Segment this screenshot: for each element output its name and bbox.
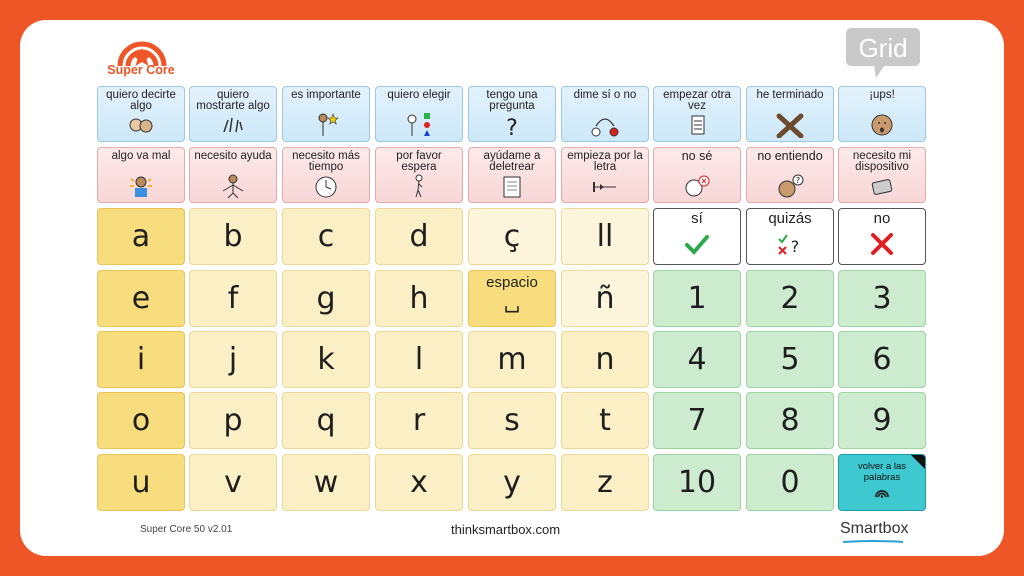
oops-face-icon	[867, 112, 897, 138]
cell-por-favor-espera[interactable]	[375, 147, 463, 203]
key-letter[interactable]: s	[468, 392, 556, 449]
key-letter[interactable]: p	[189, 392, 277, 449]
key-number[interactable]: 8	[746, 392, 834, 449]
key-letter[interactable]: w	[282, 454, 370, 511]
yes-no-dots-icon	[590, 112, 620, 138]
cell-quiero-decirte-algo[interactable]	[97, 86, 185, 142]
key-space-label: espacio	[486, 274, 538, 291]
key-letter[interactable]: t	[561, 392, 649, 449]
check-icon	[682, 230, 712, 258]
question-mark-icon	[497, 112, 527, 138]
key-number[interactable]: 9	[838, 392, 926, 449]
key-number[interactable]: 4	[653, 331, 741, 388]
key-letter[interactable]: b	[189, 208, 277, 265]
two-heads-icon	[126, 112, 156, 138]
key-number[interactable]: 10	[653, 454, 741, 511]
key-letter[interactable]: g	[282, 270, 370, 327]
key-letter[interactable]: q	[282, 392, 370, 449]
crossed-arms-icon	[775, 112, 805, 138]
cell-he-terminado[interactable]	[746, 86, 834, 142]
cell-label: dime sí o no	[573, 89, 637, 101]
show-hands-icon	[218, 112, 248, 138]
key-letter[interactable]: y	[468, 454, 556, 511]
key-number[interactable]: 6	[838, 331, 926, 388]
cell-es-importante[interactable]	[282, 86, 370, 142]
cell-quiero-elegir[interactable]	[375, 86, 463, 142]
cross-icon	[867, 230, 897, 258]
cell-empezar-otra-vez[interactable]	[653, 86, 741, 142]
key-letter[interactable]: r	[375, 392, 463, 449]
footer-version: Super Core 50 v2.01	[140, 524, 233, 535]
key-number[interactable]: 2	[746, 270, 834, 327]
key-letter[interactable]: o	[97, 392, 185, 449]
cell-quiero-mostrarte-algo[interactable]	[189, 86, 277, 142]
cell-label: es importante	[291, 89, 361, 101]
cell-label: necesito ayuda	[194, 150, 272, 162]
clock-icon	[311, 173, 341, 199]
confused-face-icon	[775, 173, 805, 199]
logo-text: Super Core	[107, 63, 175, 77]
key-letter[interactable]: m	[468, 331, 556, 388]
grid-badge-text: Grid	[858, 33, 908, 63]
cell-label: ayúdame a deletrear	[483, 150, 541, 173]
dont-know-face-icon	[682, 173, 712, 199]
cell-ups[interactable]	[838, 86, 926, 142]
space-bar-icon	[500, 302, 524, 316]
cell-empieza-por-la-letra[interactable]	[561, 147, 649, 203]
device-icon	[867, 173, 897, 199]
key-letter[interactable]: c	[282, 208, 370, 265]
cell-no-entiendo[interactable]	[746, 147, 834, 203]
key-number[interactable]: 3	[838, 270, 926, 327]
key-letter[interactable]: v	[189, 454, 277, 511]
key-letter[interactable]: d	[375, 208, 463, 265]
supercore-logo-icon	[871, 486, 893, 502]
help-person-icon	[218, 173, 248, 199]
cell-label: empezar otra vez	[663, 89, 731, 112]
restart-page-icon	[682, 112, 712, 138]
cell-label: necesito más tiempo	[292, 150, 360, 173]
key-quizas-label: quizás	[768, 210, 812, 227]
cell-label: necesito mi dispositivo	[852, 150, 912, 173]
cell-label: empieza por la letra	[567, 150, 643, 173]
cell-label: no entiendo	[757, 149, 823, 163]
key-number[interactable]: 1	[653, 270, 741, 327]
cell-label: no sé	[681, 149, 713, 163]
smartbox-underline-icon	[843, 540, 903, 543]
key-number[interactable]: 7	[653, 392, 741, 449]
key-space[interactable]	[468, 270, 556, 327]
spell-board-icon	[497, 173, 527, 199]
cell-necesito-mas-tiempo[interactable]	[282, 147, 370, 203]
cell-tengo-una-pregunta[interactable]	[468, 86, 556, 142]
cell-dime-si-o-no[interactable]	[561, 86, 649, 142]
cell-label: algo va mal	[111, 150, 171, 162]
cell-ayudame-a-deletrear[interactable]	[468, 147, 556, 203]
footer-company: Smartbox	[840, 520, 909, 537]
key-si[interactable]	[653, 208, 741, 265]
key-letter[interactable]: j	[189, 331, 277, 388]
key-number[interactable]: 0	[746, 454, 834, 511]
start-letter-icon	[590, 173, 620, 199]
cell-necesito-ayuda[interactable]	[189, 147, 277, 203]
key-si-label: sí	[691, 210, 703, 227]
key-letter[interactable]: ç	[468, 208, 556, 265]
cell-necesito-mi-dispositivo[interactable]	[838, 147, 926, 203]
cell-label: ¡ups!	[869, 89, 895, 101]
key-quizas[interactable]	[746, 208, 834, 265]
key-letter[interactable]: z	[561, 454, 649, 511]
cell-algo-va-mal[interactable]	[97, 147, 185, 203]
cell-label: quiero elegir	[387, 89, 451, 101]
back-to-words-button[interactable]	[838, 454, 926, 511]
key-letter[interactable]: f	[189, 270, 277, 327]
key-letter[interactable]: x	[375, 454, 463, 511]
maybe-icon	[775, 230, 805, 258]
key-no[interactable]	[838, 208, 926, 265]
key-letter[interactable]: l	[375, 331, 463, 388]
cell-label: quiero mostrarte algo	[196, 89, 270, 112]
key-letter[interactable]: e	[97, 270, 185, 327]
key-letter[interactable]: a	[97, 208, 185, 265]
key-number[interactable]: 5	[746, 331, 834, 388]
key-letter[interactable]: k	[282, 331, 370, 388]
key-letter[interactable]: n	[561, 331, 649, 388]
key-letter[interactable]: u	[97, 454, 185, 511]
grid-badge-icon	[846, 28, 920, 80]
back-to-words-label: volver a las palabras	[857, 461, 907, 483]
footer-website[interactable]: thinksmartbox.com	[451, 522, 561, 537]
person-star-icon	[311, 112, 341, 138]
choose-shapes-icon	[404, 112, 434, 138]
key-no-label: no	[873, 210, 891, 227]
something-wrong-icon	[126, 173, 156, 199]
cell-label: quiero decirte algo	[106, 89, 176, 112]
key-letter[interactable]: ñ	[561, 270, 649, 327]
cell-label: he terminado	[756, 89, 824, 101]
cell-label: por favor espera	[396, 150, 442, 173]
wait-person-icon	[404, 173, 434, 199]
svg-text:?: ?	[790, 237, 800, 256]
key-letter[interactable]: i	[97, 331, 185, 388]
svg-text:?: ?	[795, 176, 801, 185]
cell-label: tengo una pregunta	[486, 89, 538, 112]
svg-text:?: ?	[506, 116, 518, 138]
key-letter[interactable]: h	[375, 270, 463, 327]
cell-no-se[interactable]	[653, 147, 741, 203]
key-letter[interactable]: ll	[561, 208, 649, 265]
